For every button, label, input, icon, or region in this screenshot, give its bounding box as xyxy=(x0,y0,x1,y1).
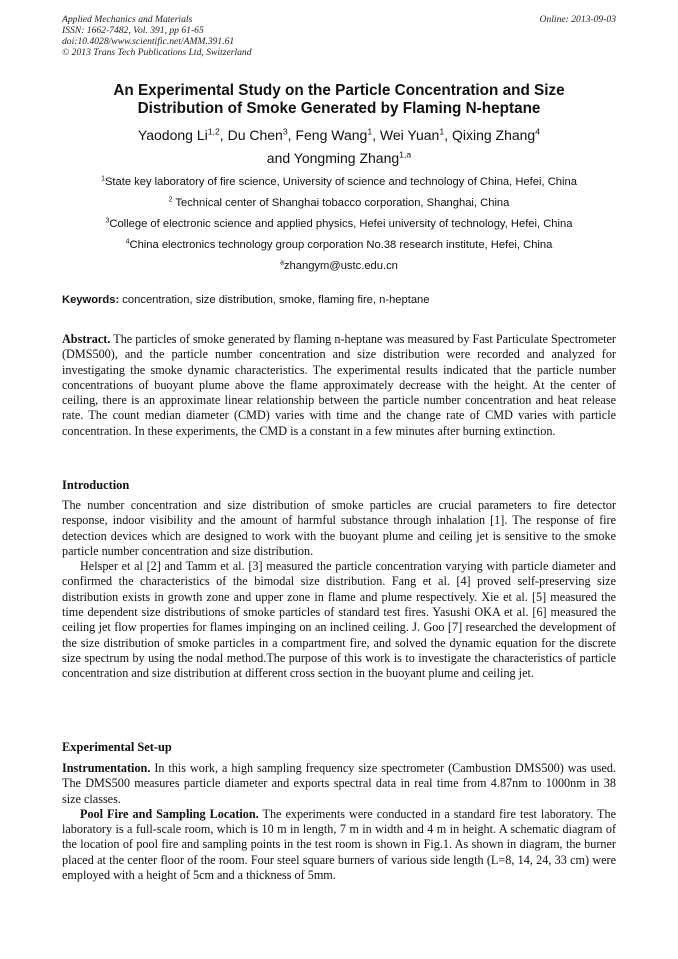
affiliation xyxy=(62,235,616,256)
setup-body xyxy=(62,761,616,883)
paragraph: The number concentration and size distribution of smoke particles are crucial parameters to fire detector response, indoor visibility and the amount of harmful substance through inhalation [1]. The response of fire detection devices which are designed to work with the buoyant plume and ceiling jet is sensitive to the smoke particle number concentration and size distribution. xyxy=(62,498,616,558)
affiliation-text: State key laboratory of fire science, University of science and technology of China, Hefei, China xyxy=(104,176,577,188)
affiliation xyxy=(62,214,616,235)
paragraph: Helsper et al [2] and Tamm et al. [3] measured the particle concentration varying with particle diameter and confirmed the characteristics of the bimodal size distribution. Fang et al. [4] proved self-preserving size distribution exists in growth zone and upper zone in flame and plume respectively. Xie et al. [5] measured the time dependent size distributions of smoke particles of standard test fires. Yasushi OKA et al. [6] measured the ceiling jet flow properties for flames impinging on an inclined ceiling. J. Goo [7] researched the development of the size distribution of smoke particles in a compartment fire, and solved the dynamic equation for the discrete size spectrum by using the nodal method.The purpose of this work is to investigate the characteristics of particle concentration and size distribution at different cross section in the buoyant plume and ceiling jet. xyxy=(62,559,616,681)
abstract-text: The particles of smoke generated by flaming n-heptane was measured by Fast Particulate Spectrometer (DMS500), and the particle number concentration and size distribution were recorded and analyzed for investigating the smoke dynamic characteristics. The experimental results indicated that the particle number concentrations of buoyant plume above the flame approximately decrease with the height. At the center of ceiling, there is an approximate linear relationship between the particle number concentration and heat release rate. The count median diameter (CMD) varies with time and the change rate of CMD varies with particle concentration. In these experiments, the CMD is a constant in a few minutes after burning extinction. xyxy=(62,332,616,438)
affiliation xyxy=(62,172,616,193)
author-name: Du Chen xyxy=(227,127,283,143)
author-name: Qixing Zhang xyxy=(451,127,536,143)
journal-header xyxy=(62,14,616,58)
journal-name: Applied Mechanics and Materials xyxy=(62,14,193,25)
pool-fire-label: Pool Fire and Sampling Location. xyxy=(80,806,259,821)
introduction-body xyxy=(62,498,616,682)
authors-line-1 xyxy=(62,124,616,147)
title-line-1: An Experimental Study on the Particle Concentration and Size xyxy=(113,82,565,99)
email-address[interactable]: zhangym@ustc.edu.cn xyxy=(283,260,398,272)
author-separator: , xyxy=(372,127,380,143)
author-name: Yongming Zhang xyxy=(293,150,400,166)
author-affiliation-mark: 4 xyxy=(535,126,541,137)
author-separator: , xyxy=(219,127,228,143)
affiliation-mark: a xyxy=(280,259,284,267)
affiliation-mark: 1 xyxy=(101,175,105,183)
author-separator: , xyxy=(444,127,452,143)
pool-fire-text: The experiments were conducted in a standard fire test laboratory. The laboratory is a full-scale room, which is 10 m in length, 7 m in width and 4 m in height. A schematic diagram of the location of pool fire and sampling points in the test room is shown in Fig.1. As shown in diagram, the burner placed at the center floor of the room. Four steel square burners of various side length (L=8, 14, 24, 33 cm) were employed with a height of 5cm and a thickness of 5mm. xyxy=(62,806,616,883)
author-affiliation-mark: 1 xyxy=(439,126,445,137)
setup-heading: Experimental Set-up xyxy=(62,740,172,754)
affiliation-mark: 4 xyxy=(125,238,130,246)
author-affiliation-mark: 3 xyxy=(282,126,288,137)
abstract xyxy=(62,332,616,439)
affiliation-mark: 2 xyxy=(168,196,173,204)
author-name: Wei Yuan xyxy=(379,127,440,143)
keywords-text: concentration, size distribution, smoke, flaming fire, n-heptane xyxy=(119,294,430,306)
author-affiliation-mark: 1 xyxy=(367,126,373,137)
affiliation-text: Technical center of Shanghai tobacco corporation, Shanghai, China xyxy=(172,197,510,209)
issn-line: ISSN: 1662-7482, Vol. 391, pp 61-65 xyxy=(62,25,204,36)
affiliation-mark: 3 xyxy=(105,217,110,225)
affiliation-list xyxy=(62,172,616,277)
author-affiliation-mark: 1,a xyxy=(399,149,412,160)
affiliation xyxy=(62,193,616,214)
instrumentation-text: In this work, a high sampling frequency size spectrometer (Cambustion DMS500) was used. The DMS500 measures particle diameter and exports spectral data in real time from 4.87nm to 1000nm in 38 size classes. xyxy=(62,761,616,806)
online-date: Online: 2013-09-03 xyxy=(539,14,616,25)
affiliation-text: China electronics technology group corporation No.38 research institute, Hefei, China xyxy=(129,239,553,251)
corresponding-email[interactable] xyxy=(62,256,616,277)
author-affiliation-mark: 1,2 xyxy=(207,126,220,137)
author-list xyxy=(62,124,616,170)
abstract-label: Abstract. xyxy=(62,332,111,346)
paragraph xyxy=(62,761,616,807)
author-separator: , xyxy=(287,127,296,143)
paper-title xyxy=(62,82,616,118)
authors-line-2 xyxy=(62,147,616,170)
keywords xyxy=(62,293,616,308)
doi-line[interactable]: doi:10.4028/www.scientific.net/AMM.391.61 xyxy=(62,36,235,47)
keywords-label: Keywords: xyxy=(62,294,120,306)
paragraph xyxy=(62,807,616,883)
instrumentation-label: Instrumentation. xyxy=(62,761,151,775)
affiliation-text: College of electronic science and applied physics, Hefei university of technology, Hefei, China xyxy=(109,218,573,230)
title-line-2: Distribution of Smoke Generated by Flaming N-heptane xyxy=(137,100,541,117)
copyright-line: © 2013 Trans Tech Publications Ltd, Switzerland xyxy=(62,47,252,58)
author-name: Yaodong Li xyxy=(137,127,208,143)
author-conjunction: and xyxy=(266,150,291,166)
introduction-heading: Introduction xyxy=(62,478,130,492)
author-name: Feng Wang xyxy=(295,127,368,143)
